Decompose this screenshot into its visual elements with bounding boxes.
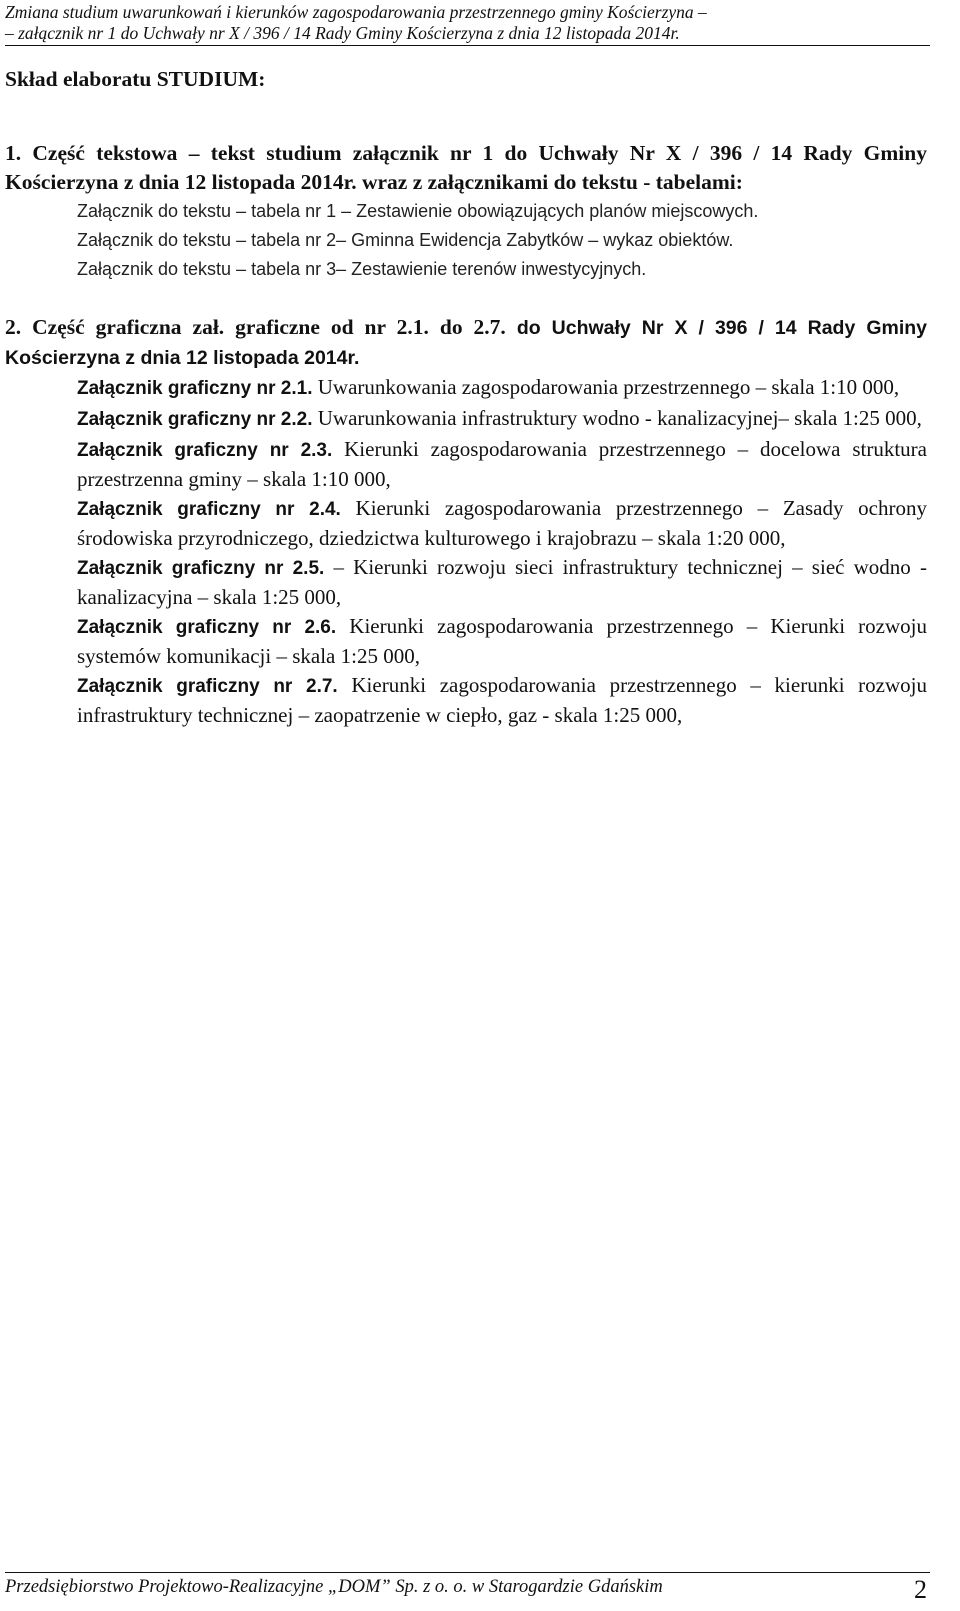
section-2-title-bold: 2. Część graficzna zał. graficzne od nr 2.1. do 2.7. xyxy=(5,315,506,339)
section-1-title: 1. Część tekstowa – tekst studium załącznik nr 1 do Uchwały Nr X / 396 / 14 Rady Gminy Kościerzyna z dnia 12 listopada 2014r. wraz z załącznikami do tekstu - tabelami: xyxy=(5,141,927,194)
annex-label: Załącznik graficzny nr 2.3. xyxy=(77,440,333,461)
section-2-title-tail: do Uchwały Nr X / 396 / 14 Rady Gminy Kościerzyna z dnia 12 listopada 2014r. xyxy=(5,317,928,369)
page-header xyxy=(5,2,930,46)
footer-company: Przedsiębiorstwo Projektowo-Realizacyjne „DOM” Sp. z o. o. w Starogardzie Gdańskim xyxy=(5,1577,663,1597)
header-line-1: Zmiana studium uwarunkowań i kierunków zagospodarowania przestrzennego gminy Kościerzyna – xyxy=(5,2,707,22)
annex-item xyxy=(77,373,927,403)
annex-label: Załącznik graficzny nr 2.2. xyxy=(77,409,313,430)
annex-label: Załącznik graficzny nr 2.7. xyxy=(77,676,338,697)
annex-text: Kierunki zagospodarowania przestrzennego – Zasady ochrony środowiska przyrodniczego, dziedzictwa kulturowego i krajobrazu – skala 1:20 000, xyxy=(77,496,927,550)
page-footer xyxy=(5,1572,930,1599)
annex-text: Kierunki zagospodarowania przestrzennego – Kierunki rozwoju systemów komunikacji – skala 1:25 000, xyxy=(77,614,927,668)
annex-label: Załącznik graficzny nr 2.4. xyxy=(77,499,341,520)
annex-item xyxy=(77,671,927,729)
annex-label: Załącznik graficzny nr 2.1. xyxy=(77,378,313,399)
annex-text: Kierunki zagospodarowania przestrzennego – kierunki rozwoju infrastruktury technicznej – zaopatrzenie w ciepło, gaz - skala 1:25 000, xyxy=(77,673,927,727)
list-item: Załącznik do tekstu – tabela nr 2– Gminna Ewidencja Zabytków – wykaz obiektów. xyxy=(77,230,734,250)
document-body xyxy=(5,64,927,730)
annex-item xyxy=(77,553,927,611)
annex-item xyxy=(77,494,927,552)
annex-label: Załącznik graficzny nr 2.6. xyxy=(77,617,337,638)
header-line-2: – załącznik nr 1 do Uchwały nr X / 396 / 14 Rady Gminy Kościerzyna z dnia 12 listopada 2014r. xyxy=(5,23,680,43)
annex-item xyxy=(77,404,927,434)
annex-text: Uwarunkowania infrastruktury wodno - kanalizacyjnej– skala 1:25 000, xyxy=(312,406,922,430)
section-2-title xyxy=(5,313,927,373)
annex-text: – Kierunki rozwoju sieci infrastruktury technicznej – sieć wodno - kanalizacyjna – skala 1:25 000, xyxy=(77,555,927,609)
section-1-items xyxy=(77,197,927,284)
list-item: Załącznik do tekstu – tabela nr 1 – Zestawienie obowiązujących planów miejscowych. xyxy=(77,201,759,221)
list-item: Załącznik do tekstu – tabela nr 3– Zestawienie terenów inwestycyjnych. xyxy=(77,259,647,279)
annex-text: Uwarunkowania zagospodarowania przestrzennego – skala 1:10 000, xyxy=(312,375,900,399)
annex-item xyxy=(77,612,927,670)
annex-list xyxy=(77,373,927,729)
section-text-part xyxy=(5,139,927,284)
annex-label: Załącznik graficzny nr 2.5. xyxy=(77,558,325,579)
page-number: 2 xyxy=(914,1575,927,1604)
section-graphic-part xyxy=(5,313,927,729)
document-heading: Skład elaboratu STUDIUM: xyxy=(5,67,266,91)
annex-text: Kierunki zagospodarowania przestrzennego – docelowa struktura przestrzenna gminy – skala 1:10 000, xyxy=(77,437,927,491)
annex-item xyxy=(77,435,927,493)
